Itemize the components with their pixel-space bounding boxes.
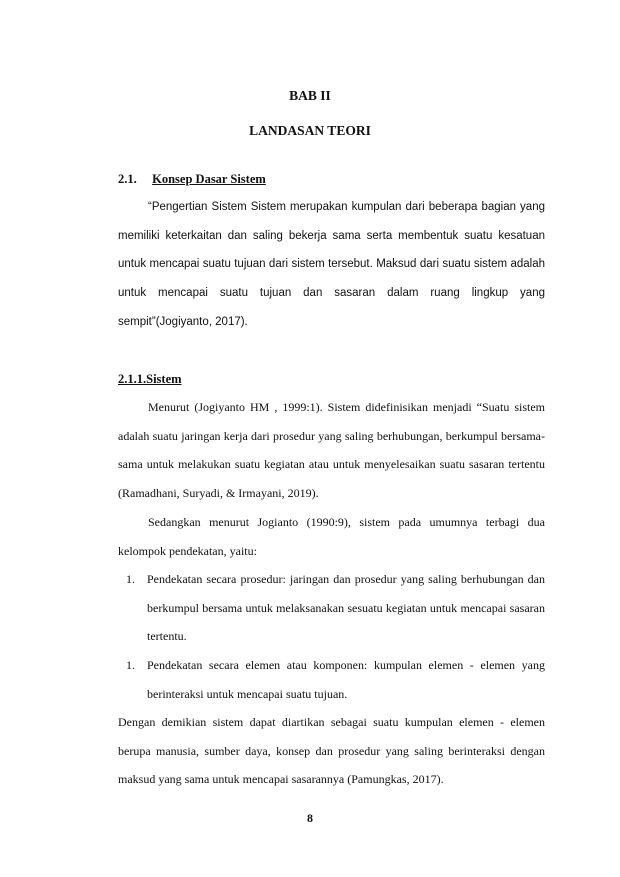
list-item [118, 565, 545, 651]
list-item-text: Pendekatan secara prosedur: jaringan dan prosedur yang saling berhubungan dan berkumpul bersama untuk melaksanakan sesuatu kegiatan untuk mencapai sasaran tertentu. [147, 572, 545, 644]
chapter-label: BAB II [289, 88, 331, 103]
section-heading-2-1 [118, 172, 266, 187]
subsection-title: 2.1.1.Sistem [118, 372, 182, 386]
list-item-text: Pendekatan secara elemen atau komponen: kumpulan elemen - elemen yang berinteraksi untuk mencapai suatu tujuan. [147, 658, 545, 701]
section-2-1-paragraph: “Pengertian Sistem Sistem merupakan kumpulan dari beberapa bagian yang memiliki keterkaitan dan saling bekerja sama serta membentuk suatu kesatuan untuk mencapai suatu tujuan dari sistem tersebut. Maksud dari suatu sistem adalah untuk mencapai suatu tujuan dan sasaran dalam ruang lingkup yang sempit”(Jogiyanto, 2017). [118, 201, 545, 328]
sistem-paragraph-1: Menurut (Jogiyanto HM , 1999:1). Sistem didefinisikan menjadi “Suatu sistem adalah suatu jaringan kerja dari prosedur yang saling berhubungan, berkumpul bersama-sama untuk melakukan suatu kegiatan atau untuk menyelesaikan suatu sasaran tertentu (Ramadhani, Suryadi, & Irmayani, 2019). [118, 400, 545, 501]
list-marker: 1. [126, 572, 135, 586]
page-number: 8 [307, 811, 313, 825]
section-heading-2-1-1 [118, 372, 182, 387]
sistem-paragraph-2: Sedangkan menurut Jogianto (1990:9), sistem pada umumnya terbagi dua kelompok pendekatan, yaitu: [118, 515, 545, 558]
list-item [118, 651, 545, 708]
chapter-title: LANDASAN TEORI [249, 123, 371, 138]
sistem-paragraph-3: Dengan demikian sistem dapat diartikan sebagai suatu kumpulan elemen - elemen berupa manusia, sumber daya, konsep dan prosedur yang saling berinteraksi dengan maksud yang sama untuk mencapai sasarannya (Pamungkas, 2017). [118, 715, 545, 787]
list-marker: 1. [126, 658, 135, 672]
section-number: 2.1. [118, 172, 137, 186]
section-title: Konsep Dasar Sistem [152, 172, 266, 186]
